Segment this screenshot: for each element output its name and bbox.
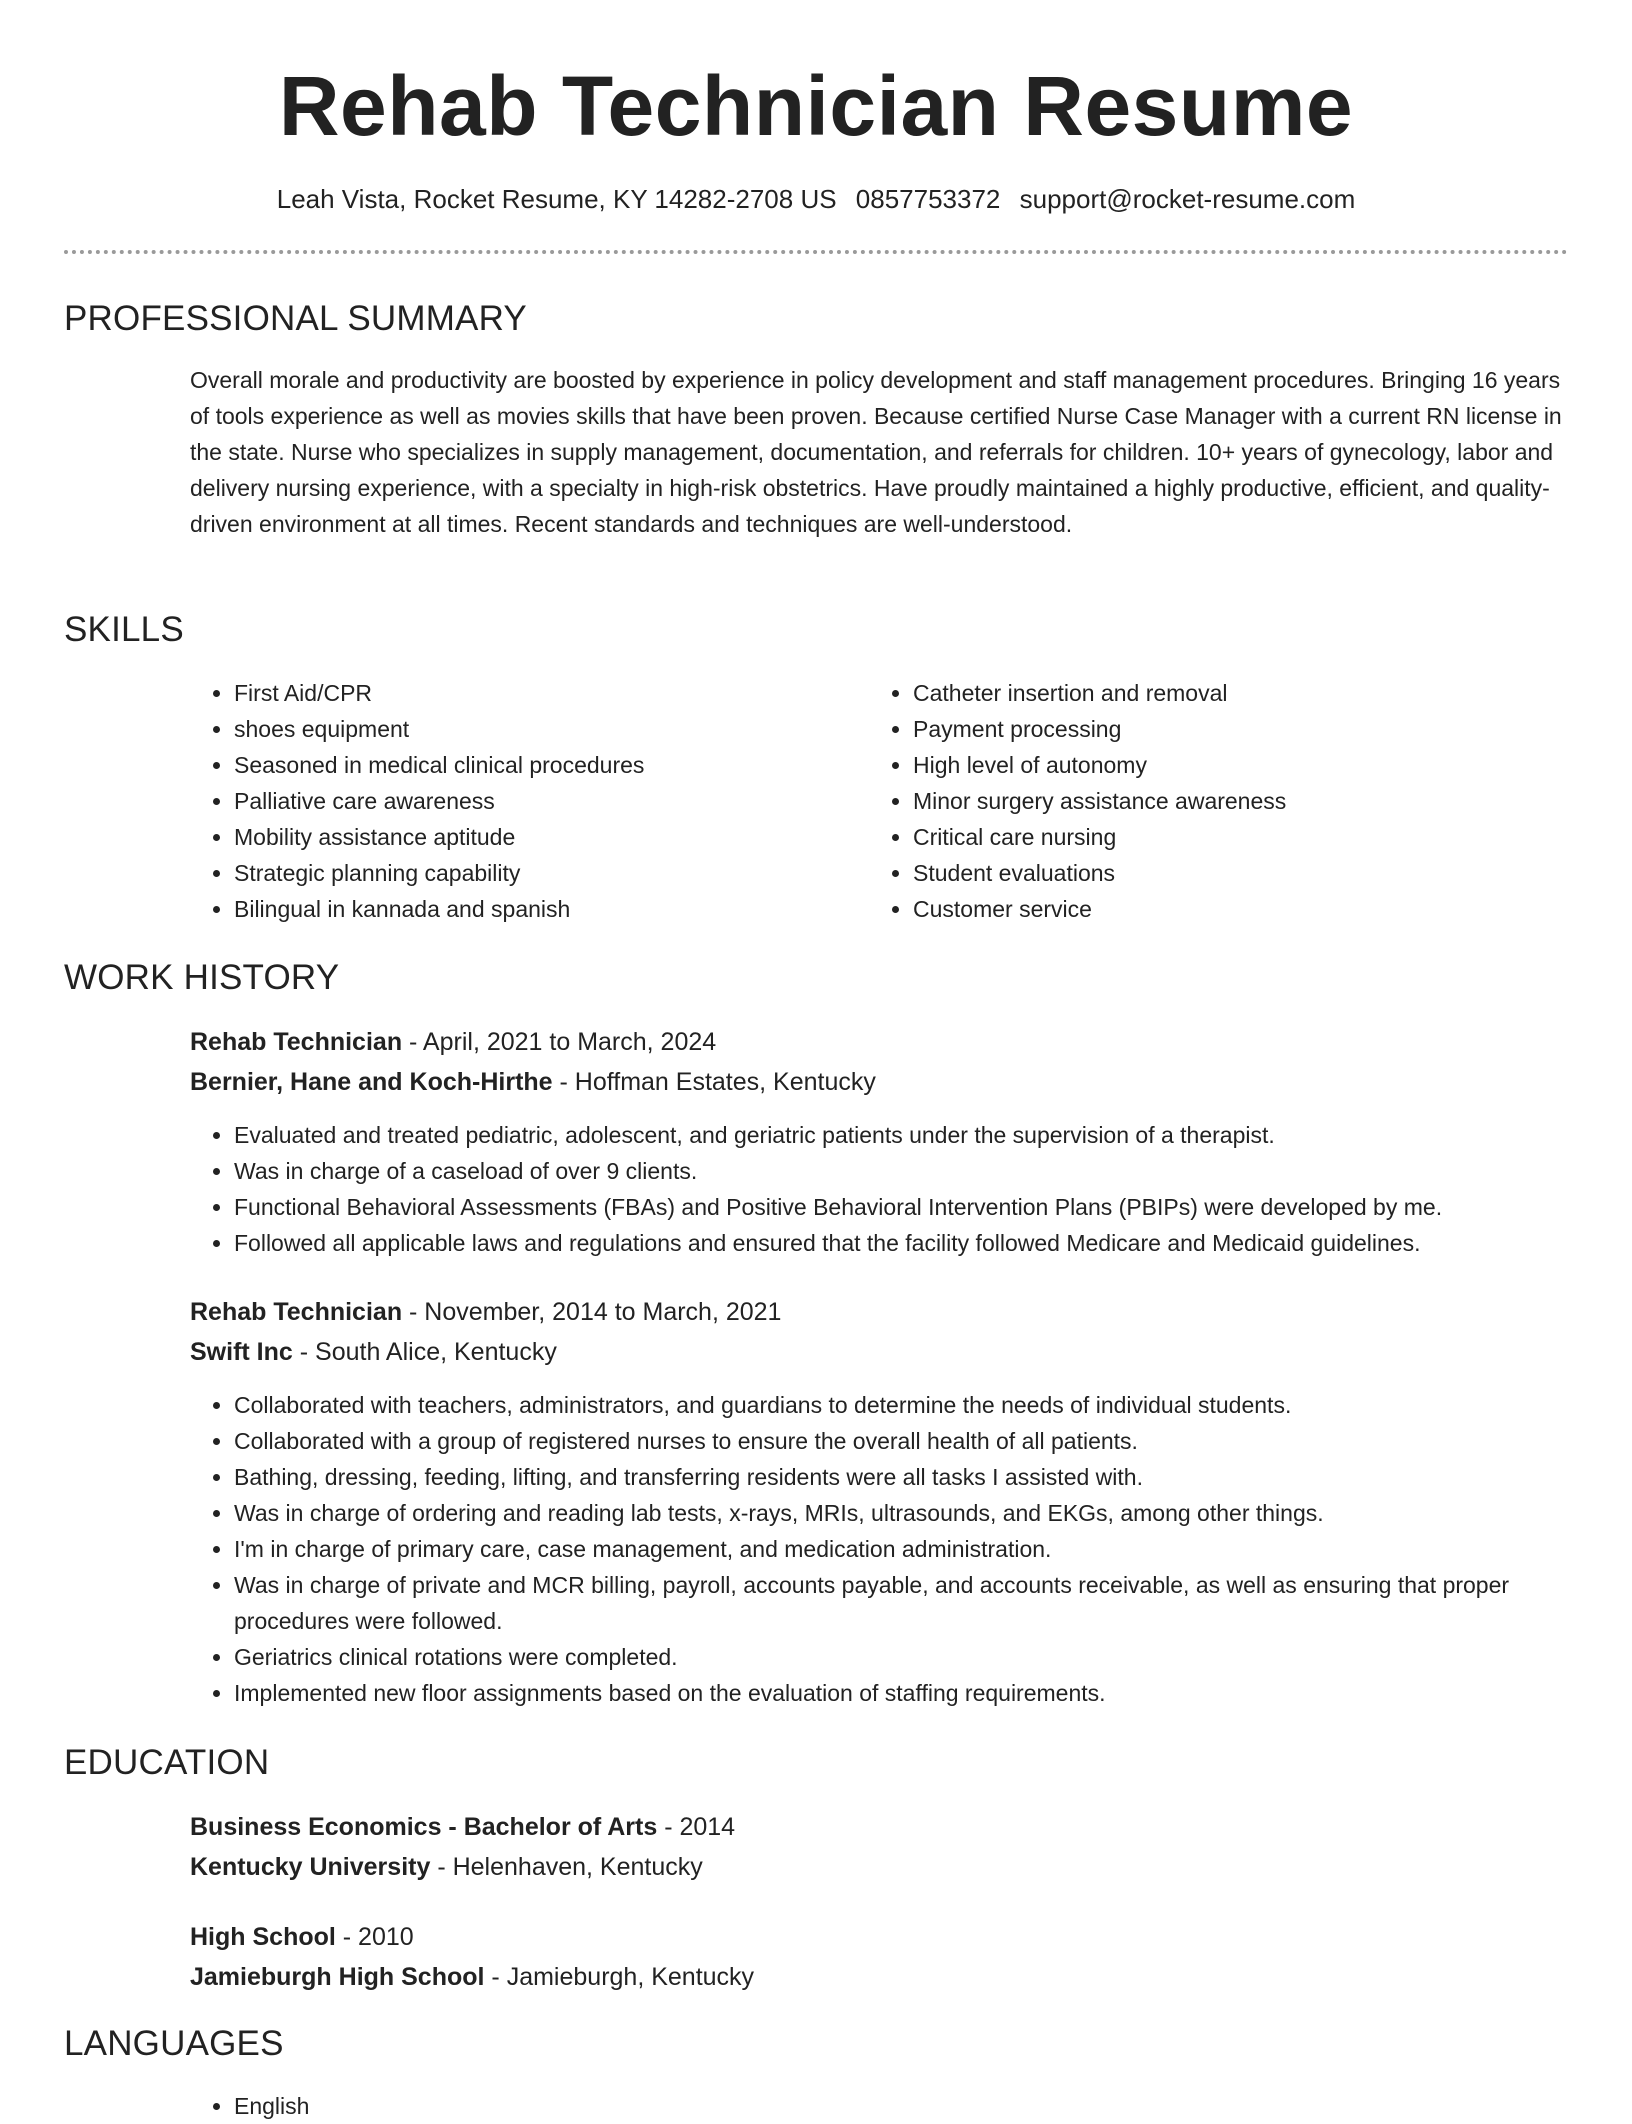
contact-email[interactable]: support@rocket-resume.com (1019, 184, 1356, 214)
skill-item: • Payment processing (913, 711, 1489, 747)
education-location: - Helenhaven, Kentucky (430, 1853, 703, 1881)
resume-title: Rehab Technician Resume (278, 59, 1354, 153)
job-entry (190, 1292, 1568, 1372)
job-title-line (190, 1022, 1568, 1062)
job-dates: - April, 2021 to March, 2024 (402, 1028, 717, 1056)
education-degree: Business Economics - Bachelor of Arts (190, 1813, 658, 1841)
job-bullet: • Implemented new floor assignments based on the evaluation of staffing requirements. (234, 1675, 1568, 1711)
contact-phone: 0857753372 (855, 184, 1001, 214)
education-degree: High School (190, 1923, 336, 1951)
skills-column-left (190, 675, 810, 927)
job-bullet: • Bathing, dressing, feeding, lifting, and transferring residents were all tasks I assisted with. (234, 1459, 1568, 1495)
job-company: Swift Inc (190, 1338, 293, 1366)
job-company-line (190, 1062, 1568, 1102)
contact-address: Leah Vista, Rocket Resume, KY 14282-2708 US (276, 184, 837, 214)
skill-item: • Catheter insertion and removal (913, 675, 1489, 711)
contact-line (64, 182, 1568, 216)
resume-page (64, 0, 1568, 2119)
job-title: Rehab Technician (190, 1298, 403, 1326)
skill-item: • Bilingual in kannada and spanish (234, 891, 810, 927)
job-dates: - November, 2014 to March, 2021 (402, 1298, 782, 1326)
summary-text: Overall morale and productivity are boosted by experience in policy development and staff management procedures. Bringing 16 years of tools experience as well as movies skills that have been proven. Because certified Nurse Case Manager with a current RN license in the state. Nurse who specializes in supply management, documentation, and referrals for children. 10+ years of gynecology, labor and delivery nursing experience, with a specialty in high-risk obstetrics. Have proudly maintained a highly productive, efficient, and quality-driven environment at all times. Recent standards and techniques are well-understood. (190, 367, 1562, 537)
skill-item: • Student evaluations (913, 855, 1489, 891)
job-bullet: • Was in charge of a caseload of over 9 clients. (234, 1153, 1568, 1189)
education-entry (190, 1807, 1568, 1887)
job-bullet: • I'm in charge of primary care, case management, and medication administration. (234, 1531, 1568, 1567)
education-year: - 2010 (335, 1923, 414, 1951)
summary-heading: PROFESSIONAL SUMMARY (64, 299, 527, 338)
skill-item: • Customer service (913, 891, 1489, 927)
job-location: - Hoffman Estates, Kentucky (552, 1068, 876, 1096)
skill-item: • First Aid/CPR (234, 675, 810, 711)
job-bullets (190, 1387, 1568, 1711)
skills-column-right (869, 675, 1489, 927)
language-item: • English (234, 2088, 1568, 2124)
summary-block (190, 362, 1568, 542)
job-bullet: • Was in charge of ordering and reading lab tests, x-rays, MRIs, ultrasounds, and EKGs, among other things. (234, 1495, 1568, 1531)
skill-item: • shoes equipment (234, 711, 810, 747)
skill-item: • Minor surgery assistance awareness (913, 783, 1489, 819)
job-bullet: • Collaborated with a group of registered nurses to ensure the overall health of all patients. (234, 1423, 1568, 1459)
languages-heading: LANGUAGES (64, 2024, 284, 2063)
job-location: - South Alice, Kentucky (292, 1338, 557, 1366)
education-location: - Jamieburgh, Kentucky (484, 1963, 755, 1991)
job-bullet: • Functional Behavioral Assessments (FBAs) and Positive Behavioral Intervention Plans (PBIPs) were developed by me. (234, 1189, 1568, 1225)
job-company-line (190, 1332, 1568, 1372)
skill-item: • Palliative care awareness (234, 783, 810, 819)
skill-item: • Mobility assistance aptitude (234, 819, 810, 855)
skill-item: • Seasoned in medical clinical procedures (234, 747, 810, 783)
education-school-line (190, 1957, 1568, 1997)
skill-item: • High level of autonomy (913, 747, 1489, 783)
job-bullet: • Collaborated with teachers, administrators, and guardians to determine the needs of individual students. (234, 1387, 1568, 1423)
job-bullet: • Was in charge of private and MCR billing, payroll, accounts payable, and accounts receivable, as well as ensuring that proper procedures were followed. (234, 1567, 1568, 1639)
work-heading: WORK HISTORY (64, 958, 340, 997)
education-school: Kentucky University (190, 1853, 431, 1881)
education-entry (190, 1917, 1568, 1997)
education-degree-line (190, 1917, 1568, 1957)
languages-list (190, 2088, 1568, 2124)
job-title-line (190, 1292, 1568, 1332)
skill-item: • Critical care nursing (913, 819, 1489, 855)
job-bullet: • Geriatrics clinical rotations were completed. (234, 1639, 1568, 1675)
job-bullets (190, 1117, 1568, 1261)
education-heading: EDUCATION (64, 1743, 270, 1782)
skills-heading: SKILLS (64, 610, 184, 649)
job-company: Bernier, Hane and Koch-Hirthe (190, 1068, 553, 1096)
job-bullet: • Followed all applicable laws and regulations and ensured that the facility followed Medicare and Medicaid guidelines. (234, 1225, 1568, 1261)
skill-item: • Strategic planning capability (234, 855, 810, 891)
job-bullet: • Evaluated and treated pediatric, adolescent, and geriatric patients under the supervision of a therapist. (234, 1117, 1568, 1153)
header-divider (64, 250, 1568, 254)
education-year: - 2014 (657, 1813, 736, 1841)
education-school-line (190, 1847, 1568, 1887)
education-degree-line (190, 1807, 1568, 1847)
job-title: Rehab Technician (190, 1028, 403, 1056)
job-entry (190, 1022, 1568, 1102)
education-school: Jamieburgh High School (190, 1963, 485, 1991)
